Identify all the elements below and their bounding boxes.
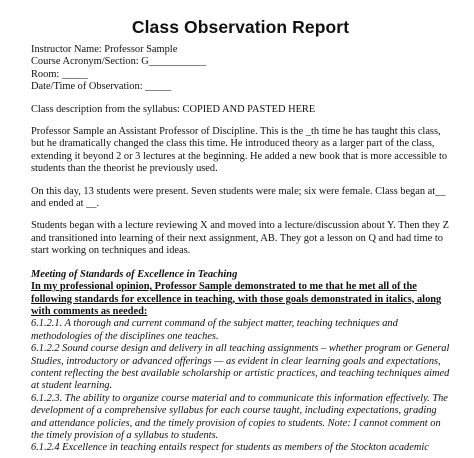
- paragraph-instructor-background: Professor Sample an Assistant Professor of Discipline. This is the _th time he has taught this class, but he dramatically changed the class this time. He introduced theory as a larger part of the class, extending it beyond 2 or 3 lectures at the beginning. He added a new book that is more accessible to students than the theorist he previously used.: [31, 126, 448, 175]
- professional-opinion-statement: In my professional opinion, Professor Sample demonstrated to me that he met all of the following standards for excellence in teaching, with those goals demonstrated in italics, along with comments as needed:: [31, 281, 442, 317]
- paragraph-class-activities: Students began with a lecture reviewing X and moved into a lecture/discussion about Y. Then they Z and transitioned into learning of their next assignment, AB. They got a lesson on Q and had time to start working on techniques and ideas.: [31, 220, 449, 257]
- paragraph-attendance: On this day, 13 students were present. Seven students were male; six were female. Class began at__ and ended at __.: [31, 185, 446, 210]
- standard-item: 6.1.2.1. A thorough and current command of the subject matter, teaching techniques and methodologies of the disciplines one teaches.: [31, 318, 398, 342]
- room-line: Room: _____: [31, 68, 88, 80]
- standard-item: 6.1.2.2 Sound course design and delivery in all teaching assignments – whether program or General Studies, introductory or advanced offerings — as evident in clear learning goals and expectations, content reflecting the best available scholarship or artistic practices, and teaching techniques aimed at student learning.: [31, 343, 450, 392]
- standard-item: 6.1.2.4 Excellence in teaching entails respect for students as members of the Stockton academic: [31, 442, 429, 454]
- report-title: Class Observation Report: [131, 17, 350, 37]
- standards-heading: Meeting of Standards of Excellence in Teaching: [31, 268, 238, 280]
- course-section-line: Course Acronym/Section: G___________: [31, 56, 206, 68]
- observation-meta: [31, 44, 450, 94]
- standard-item: 6.1.2.3. The ability to organize course material and to communicate this information effectively. The development of a comprehensive syllabus for each course taught, including expectations, grading and attendance policies, and the timely provision of copies to students. Note: I cannot comment on the timely provision of a syllabus to students.: [31, 392, 448, 441]
- syllabus-description: Class description from the syllabus: COPIED AND PASTED HERE: [31, 103, 316, 115]
- date-time-line: Date/Time of Observation: _____: [31, 81, 172, 93]
- instructor-name-line: Instructor Name: Professor Sample: [31, 44, 178, 55]
